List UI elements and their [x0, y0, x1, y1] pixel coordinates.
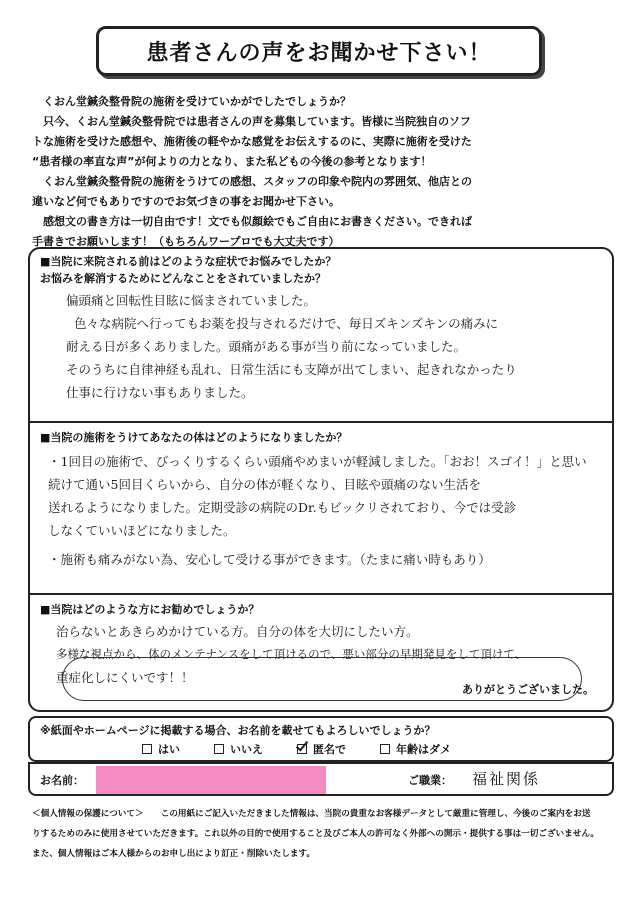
checkbox-icon[interactable] [380, 744, 390, 754]
answer-1-line: そのうちに自律神経も乱れ、日常生活にも支障が出てしまい、起きれなかったり [66, 362, 517, 377]
answer-3-line: 多様な視点から、体のメンテナンスをして頂けるので、悪い部分の早期発見をして頂けて、 [56, 647, 527, 661]
title-box [96, 26, 542, 76]
answer-2 [40, 450, 606, 571]
answer-2-line: 続けて通い5回目くらいから、自分の体が軽くなり、目眩や頭痛のない生活を [48, 477, 481, 492]
intro-line: 違いなど何でもありですのでお気づきの事をお聞かせ下さい。 [32, 195, 340, 208]
question-1-section [40, 253, 606, 404]
intro-line: 手書きでお願いします！（もちろんワープロでも大丈夫です） [32, 235, 340, 248]
intro-line: くおん堂鍼灸整骨院の施術を受けていかがでしたでしょうか？ [32, 95, 351, 108]
intro-line: 感想文の書き方は一切自由です！文でも似顔絵でもご自由にお書きください。できれば [32, 215, 472, 228]
privacy-line: また、個人情報はご本人様からのお申し出により訂正・削除いたします。 [32, 849, 315, 859]
question-3: ■当院はどのような方にお勧めでしょうか？ [40, 603, 260, 616]
option-label: 年齢はダメ [396, 743, 451, 756]
answer-2-line: ・1回目の施術で、びっくりするくらい頭痛やめまいが軽減しました。「おお！スゴイ！」と思い [48, 454, 587, 469]
consent-options [142, 741, 451, 757]
privacy-notice [32, 804, 622, 864]
checkbox-icon[interactable] [214, 744, 224, 754]
answer-2-line: しなくていいほどになりました。 [48, 523, 236, 538]
intro-line: くおん堂鍼灸整骨院の施術をうけての感想、スタッフの印象や院内の雰囲気、他店との [32, 175, 472, 188]
questionnaire-box [28, 247, 614, 712]
question-2-section [40, 429, 606, 571]
answer-1 [40, 289, 606, 404]
consent-question: ※紙面やホームページに掲載する場合、お名前を載せてもよろしいでしょうか？ [40, 724, 436, 737]
thanks-text: ありがとうございました。 [462, 683, 594, 696]
intro-line: “患者様の率直な声”が何よりの力となり、また私どもの今後の参考となります！ [32, 155, 432, 168]
answer-1-line: 色々な病院へ行ってもお薬を投与されるだけで、毎日ズキンズキンの痛みに [74, 316, 499, 331]
page-title: 患者さんの声をお聞かせ下さい！ [146, 40, 492, 66]
intro-line: 只今、くおん堂鍼灸整骨院では患者さんの声を募集しています。皆様に当院独自のソフ [32, 115, 471, 128]
name-redaction [96, 766, 326, 794]
option-yes[interactable] [142, 741, 180, 757]
answer-3-line: 重症化しにくいです！！ [56, 670, 194, 685]
job-value: 福祉関係 [472, 770, 541, 788]
question-2: ■当院の施術をうけてあなたの体はどのようになりましたか？ [40, 431, 348, 444]
privacy-line: りするためのみに使用させていただきます。これ以外の目的で使用すること及びご本人の許可なく外部への開示・提供する事は一切ございません。 [32, 829, 600, 839]
question-1-line: お悩みを解消するためにどんなことをされていましたか？ [40, 272, 326, 285]
intro-text [32, 92, 622, 252]
name-row [28, 762, 614, 796]
answer-2-line: ・施術も痛みがない為、安心して受ける事ができます。（たまに痛い時もあり） [48, 552, 491, 567]
option-no[interactable] [214, 741, 263, 757]
checked-checkbox-icon[interactable] [297, 744, 307, 754]
name-label: お名前： [40, 774, 84, 787]
option-label: いいえ [230, 743, 263, 756]
answer-1-line: 耐える日が多くありました。頭痛がある事が当り前になっていました。 [66, 339, 467, 354]
section-divider [30, 593, 612, 595]
section-divider [30, 421, 612, 423]
job-label: ご職業： [408, 774, 452, 787]
option-no-age[interactable] [380, 741, 451, 757]
answer-1-line: 仕事に行けない事もありました。 [66, 385, 254, 400]
intro-line: トな施術を受けた感想や、施術後の軽やかな感覚をお伝えするのに、実際に施術を受けた [32, 135, 472, 148]
consent-box [28, 716, 614, 762]
answer-2-line: 送れるようになりました。定期受診の病院のDr.もビックリされており、今では受診 [48, 500, 517, 515]
answer-3-line: 治らないとあきらめかけている方。自分の体を大切にしたい方。 [56, 624, 419, 639]
option-label: 匿名で [313, 743, 346, 756]
checkbox-icon[interactable] [142, 744, 152, 754]
option-label: はい [158, 743, 180, 756]
question-1-line: ■当院に来院される前はどのような症状でお悩みでしたか？ [40, 255, 337, 268]
privacy-line: ＜個人情報の保護について＞ この用紙にご記入いただきました情報は、当院の貴重なお客様データとして厳重に管理し、今後のご案内をお送 [32, 809, 591, 819]
option-anonymous[interactable] [297, 741, 346, 757]
answer-1-line: 偏頭痛と回転性目眩に悩まされていました。 [66, 293, 317, 308]
